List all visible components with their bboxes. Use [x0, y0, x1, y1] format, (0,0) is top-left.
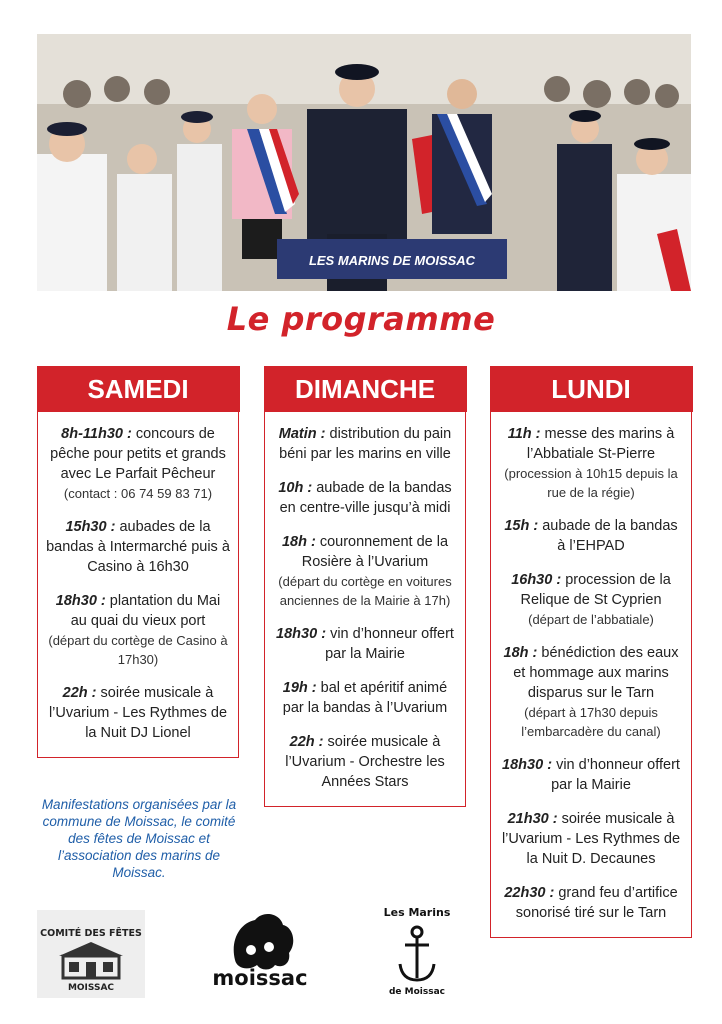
- event-description: grand feu d’artifice sonorisé tiré sur le Tarn: [515, 885, 678, 921]
- moissac-logo-text: moissac: [212, 966, 308, 990]
- event-time: 15h30 :: [65, 519, 116, 535]
- cart-banner-text: LES MARINS DE MOISSAC: [308, 253, 476, 268]
- event-item: [499, 643, 683, 741]
- event-item: [273, 478, 457, 518]
- comite-logo-line1: COMITÉ DES FÊTES: [40, 928, 142, 939]
- event-item: [273, 678, 457, 718]
- event-description: aubade de la bandas à l’EHPAD: [542, 518, 678, 554]
- event-item: [273, 624, 457, 664]
- event-item: [46, 424, 230, 503]
- event-time: 11h :: [507, 426, 541, 442]
- event-note: (départ du cortège de Casino à 17h30): [48, 633, 228, 667]
- marins-de-moissac-logo: [372, 900, 462, 1000]
- event-note: (départ de l’abbatiale): [528, 612, 654, 627]
- event-time: 16h30 :: [511, 572, 562, 588]
- event-description: aubades de la bandas à Intermarché puis à Casino à 16h30: [46, 519, 230, 575]
- comite-des-fetes-logo: [37, 910, 145, 998]
- event-time: 18h :: [281, 534, 316, 550]
- anchor-icon: [400, 927, 434, 980]
- event-time: 10h :: [278, 480, 313, 496]
- event-description: soirée musicale à l’Uvarium - Orchestre les Années Stars: [285, 734, 445, 790]
- event-item: [46, 591, 230, 669]
- marins-logo-line2: de Moissac: [388, 987, 446, 997]
- event-list: [265, 412, 465, 806]
- event-description: soirée musicale à l’Uvarium - Les Rythmes de la Nuit D. Decaunes: [501, 811, 681, 867]
- comite-logo-line2: MOISSAC: [67, 983, 115, 993]
- header-photo: [37, 34, 691, 291]
- event-description: distribution du pain béni par les marins en ville: [279, 426, 452, 462]
- event-item: [46, 517, 230, 577]
- event-time: 15h :: [504, 518, 539, 534]
- event-item: [499, 883, 683, 923]
- event-list: [38, 412, 238, 757]
- event-note: (départ du cortège en voitures anciennes de la Mairie à 17h): [278, 574, 452, 608]
- event-description: procession de la Relique de St Cyprien: [520, 572, 671, 608]
- event-time: 8h-11h30 :: [61, 426, 132, 442]
- event-item: [273, 732, 457, 792]
- event-note: (procession à 10h15 depuis la rue de la régie): [504, 466, 678, 500]
- event-item: [46, 683, 230, 743]
- moissac-logo: [205, 905, 315, 995]
- event-time: 18h30 :: [502, 757, 553, 773]
- event-time: 18h :: [503, 645, 538, 661]
- event-time: 18h30 :: [276, 626, 327, 642]
- day-heading: LUNDI: [490, 366, 693, 412]
- event-item: [499, 755, 683, 795]
- day-heading: SAMEDI: [37, 366, 240, 412]
- event-item: [273, 424, 457, 464]
- day-column-samedi: [37, 366, 239, 758]
- event-item: [499, 516, 683, 556]
- event-item: [273, 532, 457, 610]
- event-time: 22h :: [62, 685, 97, 701]
- event-time: 22h30 :: [504, 885, 555, 901]
- page-title: Le programme: [226, 300, 496, 338]
- event-list: [491, 412, 691, 937]
- event-time: Matin :: [278, 426, 326, 442]
- event-note: (départ à 17h30 depuis l’embarcadère du canal): [521, 705, 661, 739]
- event-time: 21h30 :: [507, 811, 558, 827]
- event-item: [499, 424, 683, 502]
- event-time: 22h :: [289, 734, 324, 750]
- event-item: [499, 570, 683, 629]
- event-time: 19h :: [282, 680, 317, 696]
- day-column-dimanche: [264, 366, 466, 807]
- event-description: vin d’honneur offert par la Mairie: [325, 626, 454, 662]
- event-item: [499, 809, 683, 869]
- event-time: 18h30 :: [55, 593, 106, 609]
- event-description: bal et apéritif animé par la bandas à l’Uvarium: [282, 680, 448, 716]
- event-description: aubade de la bandas en centre-ville jusqu’à midi: [279, 480, 452, 516]
- event-description: bénédiction des eaux et hommage aux marins disparus sur le Tarn: [513, 645, 679, 701]
- event-description: messe des marins à l’Abbatiale St-Pierre: [526, 426, 675, 462]
- parade-photo-illustration: [37, 34, 691, 291]
- event-description: vin d’honneur offert par la Mairie: [551, 757, 680, 793]
- event-description: couronnement de la Rosière à l’Uvarium: [301, 534, 449, 570]
- event-description: soirée musicale à l’Uvarium - Les Rythmes de la Nuit DJ Lionel: [48, 685, 228, 741]
- day-heading: DIMANCHE: [264, 366, 467, 412]
- event-note: (contact : 06 74 59 83 71): [63, 486, 213, 501]
- organizers-note: Manifestations organisées par la commune de Moissac, le comité des fêtes de Moissac et l’association des marins de Moissac.: [41, 797, 237, 880]
- marins-logo-line1: Les Marins: [383, 906, 451, 919]
- event-description: plantation du Mai au quai du vieux port: [70, 593, 221, 629]
- day-column-lundi: [490, 366, 692, 938]
- event-description: concours de pêche pour petits et grands avec Le Parfait Pêcheur: [50, 426, 226, 482]
